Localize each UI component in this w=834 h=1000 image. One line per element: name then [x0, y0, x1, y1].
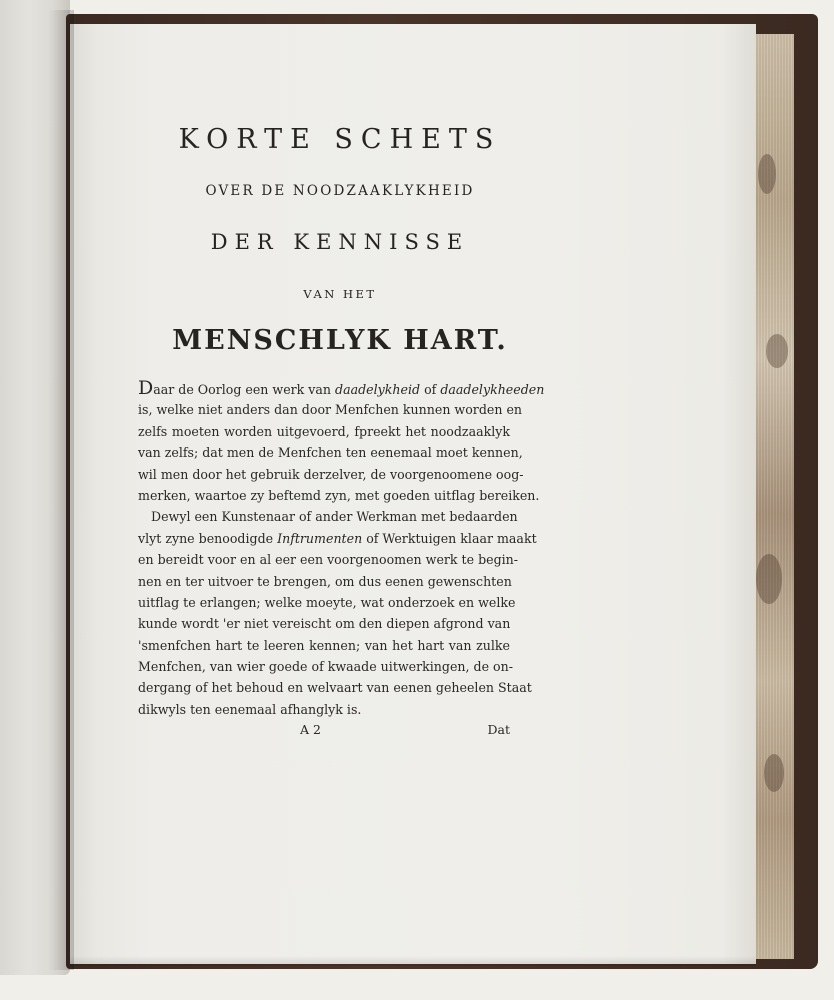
- text-line: [138, 377, 545, 399]
- marble-spot: [756, 554, 782, 604]
- text-line: en bereidt voor en al eer een voorgenoomen werk te begin-: [138, 552, 519, 568]
- text-span: vlyt zyne benoodigde: [138, 530, 278, 546]
- text-line: [138, 528, 537, 549]
- title-line-1: KORTE SCHETS: [178, 124, 502, 155]
- text-span: of Werktuigen klaar maakt: [362, 530, 537, 546]
- title-line-2: OVER DE NOODZAAKLYKHEID: [205, 183, 475, 199]
- drop-cap: D: [138, 377, 154, 399]
- page-footer: [300, 722, 510, 742]
- catchword: Dat: [487, 722, 510, 737]
- marble-spot: [764, 754, 784, 792]
- title-line-3: DER KENNISSE: [210, 230, 470, 254]
- marble-spot: [766, 334, 788, 368]
- text-line: 'smenfchen hart te leeren kennen; van het hart van zulke: [138, 637, 510, 653]
- text-line: nen en ter uitvoer te brengen, om dus eenen gewenschten: [138, 573, 512, 589]
- text-line: dikwyls ten eenemaal afhanglyk is.: [138, 701, 362, 717]
- italic-span: Inftrumenten: [277, 530, 363, 546]
- text-line: Dewyl een Kunstenaar of ander Werkman met bedaarden: [151, 509, 518, 525]
- text-line: is, welke niet anders dan door Menfchen kunnen worden en: [138, 402, 523, 418]
- text-line: merken, waartoe zy beftemd zyn, met goeden uitflag bereiken.: [138, 487, 540, 503]
- title-line-4: VAN HET: [303, 287, 377, 301]
- body-text: [138, 377, 545, 720]
- text-span: aar de Oorlog een werk van: [153, 382, 336, 397]
- text-line: wil men door het gebruik derzelver, de voorgenoomene oog-: [138, 466, 524, 482]
- fore-edge: [752, 34, 794, 959]
- italic-span: daadelykheid: [335, 382, 421, 397]
- page-shadow: [70, 956, 756, 966]
- gutter-shadow: [48, 10, 74, 970]
- text-line: zelfs moeten worden uitgevoerd, fpreekt het noodzaaklyk: [138, 423, 510, 439]
- text-line: dergang of het behoud en welvaart van eenen geheelen Staat: [138, 680, 532, 696]
- text-line: Menfchen, van wier goede of kwaade uitwerkingen, de on-: [138, 659, 514, 675]
- text-line: kunde wordt 'er niet vereischt om den diepen afgrond van: [138, 616, 511, 632]
- signature-mark: A 2: [300, 722, 321, 737]
- text-span: of: [420, 382, 441, 397]
- title-line-5: MENSCHLYK HART.: [172, 325, 508, 356]
- italic-span: daadelykheeden: [440, 382, 545, 397]
- text-line: van zelfs; dat men de Menfchen ten eenemaal moet kennen,: [138, 445, 523, 461]
- text-line: uitflag te erlangen; welke moeyte, wat onderzoek en welke: [138, 594, 516, 610]
- marble-spot: [758, 154, 776, 194]
